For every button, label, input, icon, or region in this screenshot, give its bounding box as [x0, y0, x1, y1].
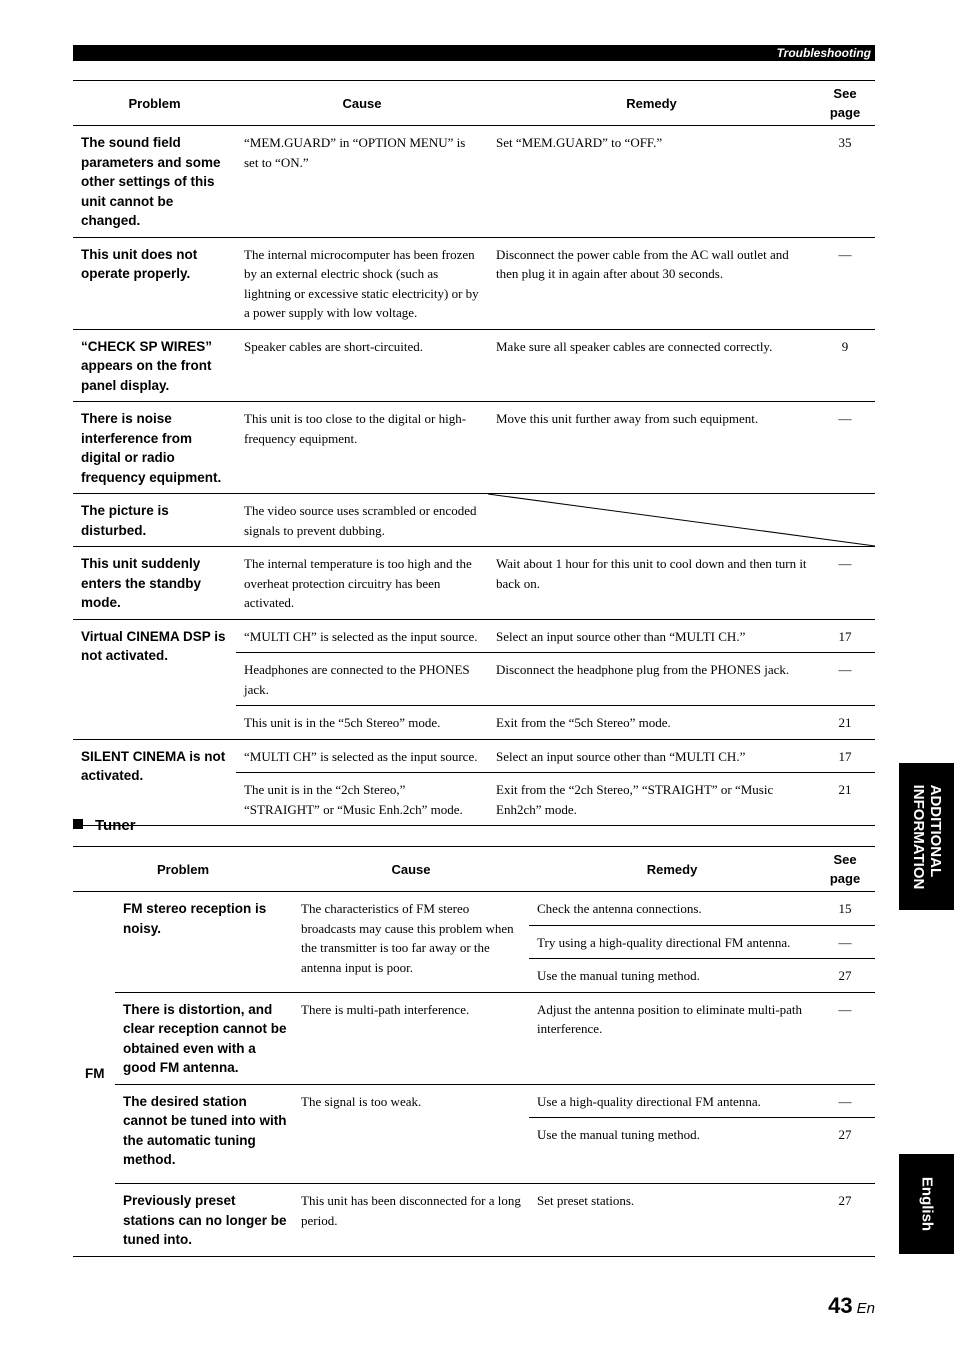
- page-number-value: 43: [828, 1293, 853, 1318]
- cause-text: The internal temperature is too high and the overheat protection circuitry has been activated.: [236, 547, 488, 620]
- section-title: Troubleshooting: [776, 46, 871, 60]
- col-header-remedy: Remedy: [488, 81, 815, 126]
- tuner-heading-text: Tuner: [95, 817, 136, 834]
- problem-text: The picture is disturbed.: [73, 494, 236, 547]
- cause-text: This unit has been disconnected for a long period.: [293, 1184, 529, 1257]
- page-ref: —: [815, 653, 875, 706]
- tuner-troubleshooting-table: [73, 846, 875, 1257]
- side-tab-label: ADDITIONAL INFORMATION: [909, 784, 944, 889]
- cause-text: The unit is in the “2ch Stereo,” “STRAIGHT” or “Music Enh.2ch” mode.: [236, 773, 488, 826]
- not-applicable-diagonal: [488, 494, 875, 547]
- page-ref: 27: [815, 959, 875, 993]
- page-ref: —: [815, 237, 875, 329]
- page-ref: —: [815, 402, 875, 494]
- page-ref: 15: [838, 901, 852, 916]
- section-header-bar: [73, 45, 875, 61]
- page-ref: 35: [815, 126, 875, 238]
- table-row: [73, 1084, 875, 1118]
- cause-text: Speaker cables are short-circuited.: [236, 329, 488, 402]
- cause-text: There is multi-path interference.: [293, 992, 529, 1084]
- remedy-text: Make sure all speaker cables are connected correctly.: [488, 329, 815, 402]
- table-row: [73, 494, 875, 547]
- side-tab-label: English: [918, 1176, 935, 1232]
- problem-text: SILENT CINEMA is not activated.: [73, 739, 236, 826]
- remedy-text: Select an input source other than “MULTI CH.”: [488, 739, 815, 773]
- page-ref: —: [815, 1084, 875, 1118]
- general-troubleshooting-table: [73, 80, 875, 826]
- problem-text: Previously preset stations can no longer be tuned into.: [115, 1184, 293, 1257]
- page-ref: 9: [815, 329, 875, 402]
- problem-text: Virtual CINEMA DSP is not activated.: [73, 619, 236, 739]
- remedy-text: Wait about 1 hour for this unit to cool down and then turn it back on.: [488, 547, 815, 620]
- cause-text: The internal microcomputer has been frozen by an external electric shock (such as lightning or excessive static electricity) or by a power supply with low voltage.: [236, 237, 488, 329]
- problem-text: This unit does not operate properly.: [73, 237, 236, 329]
- cause-text: The signal is too weak.: [293, 1084, 529, 1184]
- problem-text: There is distortion, and clear reception cannot be obtained even with a good FM antenna.: [115, 992, 293, 1084]
- remedy-text: Disconnect the headphone plug from the PHONES jack.: [488, 653, 815, 706]
- table-row: [73, 739, 875, 773]
- band-label: FM: [85, 1066, 105, 1082]
- page-ref: —: [815, 925, 875, 959]
- cause-text: This unit is in the “5ch Stereo” mode.: [236, 706, 488, 740]
- page-ref: —: [815, 547, 875, 620]
- page-ref: 17: [815, 619, 875, 653]
- col-header-problem: Problem: [73, 847, 293, 892]
- cause-text: Headphones are connected to the PHONES jack.: [236, 653, 488, 706]
- remedy-text: Use the manual tuning method.: [529, 959, 815, 993]
- table-row: [73, 402, 875, 494]
- table-row: [73, 126, 875, 238]
- col-header-see-page: See page: [815, 847, 875, 892]
- page-ref: 21: [815, 706, 875, 740]
- remedy-text: Use a high-quality directional FM antenna.: [529, 1084, 815, 1118]
- side-tab-english: [899, 1154, 954, 1254]
- col-header-cause: Cause: [236, 81, 488, 126]
- col-header-see-page: See page: [815, 81, 875, 126]
- cause-text: “MULTI CH” is selected as the input source.: [236, 739, 488, 773]
- remedy-text: Move this unit further away from such equipment.: [488, 402, 815, 494]
- remedy-text: Disconnect the power cable from the AC wall outlet and then plug it in again after about 30 seconds.: [488, 237, 815, 329]
- table-row: [73, 237, 875, 329]
- cause-text: The video source uses scrambled or encoded signals to prevent dubbing.: [236, 494, 488, 547]
- table-header-row: [73, 847, 875, 892]
- remedy-text: Use the manual tuning method.: [529, 1118, 815, 1184]
- remedy-text: Exit from the “5ch Stereo” mode.: [488, 706, 815, 740]
- table-row: [73, 892, 875, 926]
- col-header-problem: Problem: [73, 81, 236, 126]
- cause-text: “MEM.GUARD” in “OPTION MENU” is set to “ON.”: [236, 126, 488, 238]
- remedy-text: Set preset stations.: [529, 1184, 815, 1257]
- page-ref: 17: [815, 739, 875, 773]
- page-ref: 27: [815, 1184, 875, 1257]
- remedy-text: Try using a high-quality directional FM antenna.: [529, 925, 815, 959]
- problem-text: The sound field parameters and some other settings of this unit cannot be changed.: [73, 126, 236, 238]
- cause-text: “MULTI CH” is selected as the input source.: [236, 619, 488, 653]
- remedy-text: Select an input source other than “MULTI CH.”: [488, 619, 815, 653]
- problem-text: FM stereo reception is noisy.: [123, 901, 267, 936]
- remedy-text: Exit from the “2ch Stereo,” “STRAIGHT” or “Music Enh2ch” mode.: [488, 773, 815, 826]
- page-number: [828, 1293, 875, 1319]
- page-ref: 27: [815, 1118, 875, 1184]
- diagonal-line: [488, 494, 875, 546]
- remedy-text: Set “MEM.GUARD” to “OFF.”: [488, 126, 815, 238]
- square-bullet-icon: [73, 819, 83, 829]
- page-ref: —: [815, 992, 875, 1084]
- cause-text: The characteristics of FM stereo broadcasts may cause this problem when the transmitter is too far away or the antenna input is poor.: [301, 901, 514, 975]
- remedy-text: Check the antenna connections.: [537, 901, 702, 916]
- page-ref: 21: [815, 773, 875, 826]
- cause-text: This unit is too close to the digital or high-frequency equipment.: [236, 402, 488, 494]
- table-row: [73, 329, 875, 402]
- problem-text: There is noise interference from digital or radio frequency equipment.: [73, 402, 236, 494]
- side-tab-additional-information: [899, 763, 954, 910]
- col-header-cause: Cause: [293, 847, 529, 892]
- remedy-text: Adjust the antenna position to eliminate multi-path interference.: [529, 992, 815, 1084]
- col-header-remedy: Remedy: [529, 847, 815, 892]
- problem-text: “CHECK SP WIRES” appears on the front panel display.: [73, 329, 236, 402]
- table-row: [73, 547, 875, 620]
- problem-text: This unit suddenly enters the standby mode.: [73, 547, 236, 620]
- problem-text: The desired station cannot be tuned into with the automatic tuning method.: [115, 1084, 293, 1184]
- table-row: [73, 619, 875, 653]
- table-header-row: [73, 81, 875, 126]
- tuner-section-heading: [73, 816, 136, 836]
- page-language: En: [856, 1300, 875, 1317]
- table-row: [73, 992, 875, 1084]
- table-row: [73, 1184, 875, 1257]
